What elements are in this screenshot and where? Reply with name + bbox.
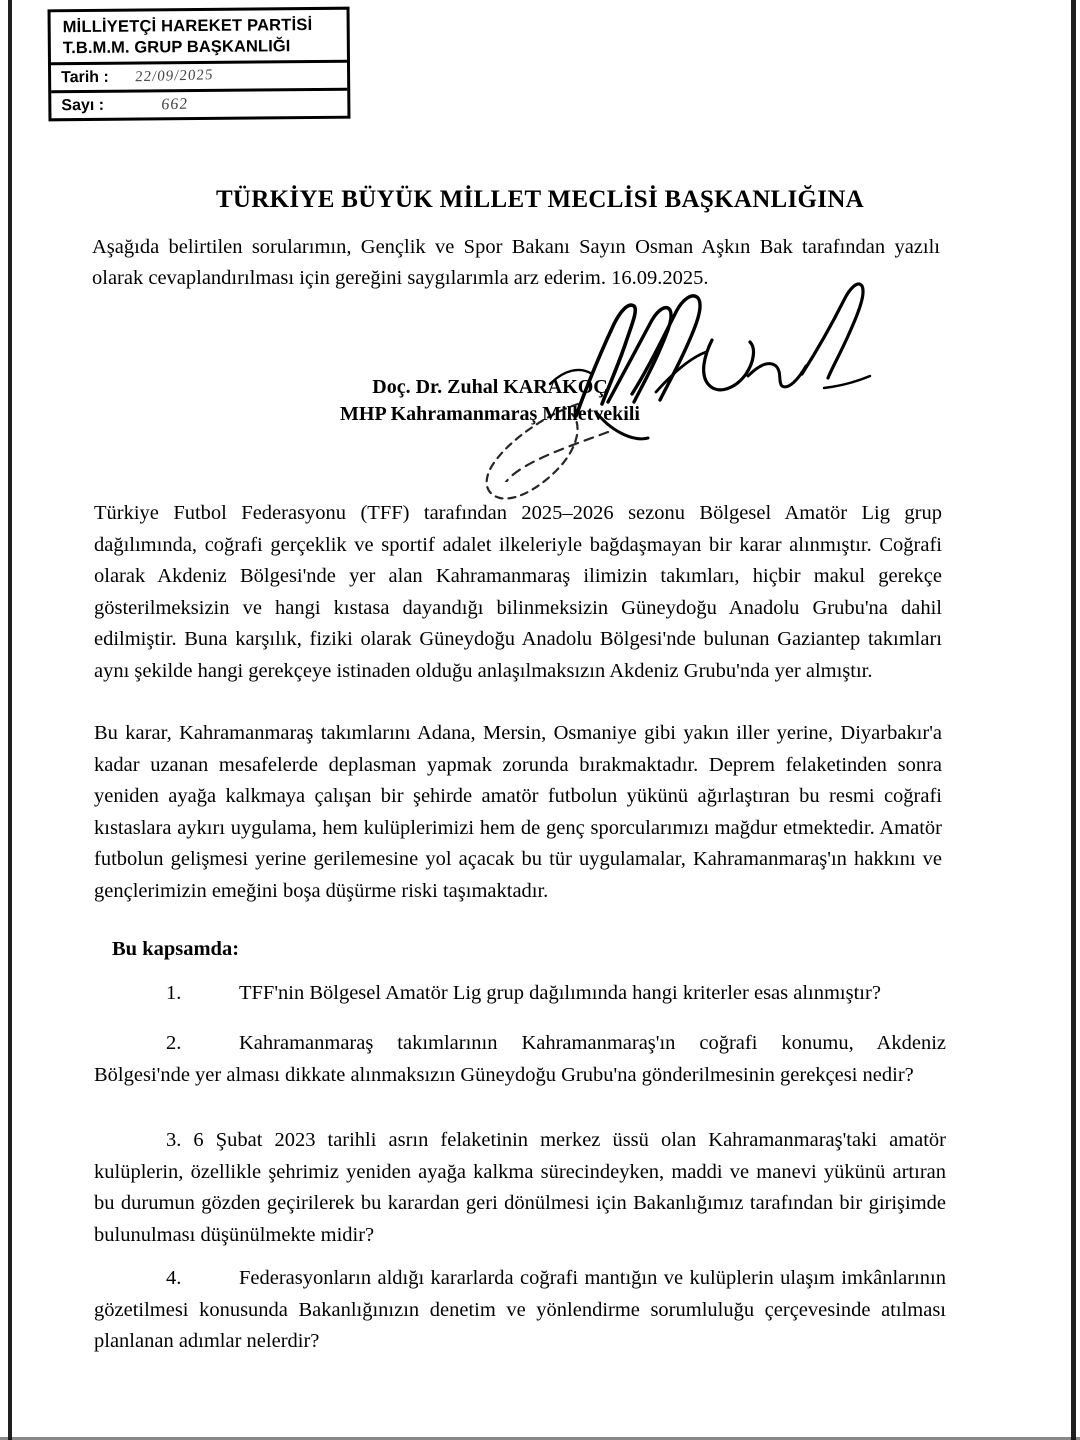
signature-block xyxy=(0,374,1080,428)
party-reception-stamp xyxy=(48,7,351,122)
question-text-4: Federasyonların aldığı kararlarda coğrafi mantığın ve kulüplerin ulaşım imkânlarının gözetilmesi konusunda Bakanlığınızın denetim ve yönlendirme sorumluluğu çerçevesinde atılması planlanan adımlar nelerdir? xyxy=(94,1267,946,1352)
question-item-2 xyxy=(94,1028,946,1091)
question-number-3: 3. xyxy=(166,1129,182,1151)
question-number-1: 1. xyxy=(166,982,182,1004)
scan-edge-artifact-left xyxy=(8,0,12,1440)
question-text-2: Kahramanmaraş takımlarının Kahramanmaraş'ın coğrafi konumu, Akdeniz Bölgesi'nde yer alması dikkate alınmaksızın Güneydoğu Grubu'na gönderilmesinin gerekçesi nedir? xyxy=(94,1032,946,1086)
page-title: TÜRKİYE BÜYÜK MİLLET MECLİSİ BAŞKANLIĞINA xyxy=(215,186,865,213)
stamp-number-value: 662 xyxy=(160,95,190,114)
question-item-4 xyxy=(94,1263,946,1358)
questions-lead-in: Bu kapsamda: xyxy=(112,938,240,960)
stamp-party-name: MİLLİYETÇİ HAREKET PARTİSİ xyxy=(62,16,313,37)
body-paragraph-2: Bu karar, Kahramanmaraş takımlarını Adana, Mersin, Osmaniye gibi yakın iller yerine, Diyarbakır'a kadar uzanan mesafelerde deplasman yapmak zorunda bırakmaktadır. Deprem felaketinden sonra yeniden ayağa kalkmaya çalışan bir şehirde amatör futbolun yükünü ağırlaştıran bu resmi coğrafi kıstaslara aykırı uygulama, hem kulüplerimizi hem de genç sporcularımızı mağdur etmektedir. Amatör futbolun gelişmesi yerine gerilemesine yol açacak bu tür uygulamalar, Kahramanmaraş'ın hakkını ve gençlerimizin emeğini boşa düşürme riski taşımaktadır. xyxy=(94,722,942,902)
question-item-1 xyxy=(94,978,946,1010)
stamp-title-block xyxy=(51,10,347,66)
question-text-3: 6 Şubat 2023 tarihli asrın felaketinin merkez üssü olan Kahramanmaraş'taki amatör kulüplerin, özellikle şehrimiz yeniden ayağa kalkma sürecindeyken, maddi ve manevi yükünü artıran bu durumun gözden geçirilerek bu karardan geri dönülmesi için Bakanlığımız tarafından bir girişimde bulunulması düşünülmekte midir? xyxy=(94,1129,946,1246)
signer-title: MHP Kahramanmaraş Milletvekili xyxy=(340,403,640,425)
intro-paragraph: Aşağıda belirtilen sorularımın, Gençlik ve Spor Bakanı Sayın Osman Aşkın Bak tarafından yazılı olarak cevaplandırılması için gereğini saygılarımla arz ederim. 16.09.2025. xyxy=(92,236,940,289)
stamp-group-chairmanship: T.B.M.M. GRUP BAŞKANLIĞI xyxy=(62,36,291,57)
question-number-2: 2. xyxy=(166,1032,182,1054)
scan-edge-artifact-right xyxy=(1071,0,1076,1440)
body-paragraph-1: Türkiye Futbol Federasyonu (TFF) tarafından 2025–2026 sezonu Bölgesel Amatör Lig grup dağılımında, coğrafi gerçeklik ve sportif adalet ilkeleriyle bağdaşmayan bir karar alınmıştır. Coğrafi olarak Akdeniz Bölgesi'nde yer alan Kahramanmaraş ilimizin takımları, hiçbir makul gerekçe gösterilmeksizin ve hangi kıstasa dayandığı bilinmeksizin Güneydoğu Anadolu Grubu'na dahil edilmiştir. Buna karşılık, fiziki olarak Güneydoğu Anadolu Bölgesi'nde bulunan Gaziantep takımları aynı şekilde hangi gerekçeye istinaden olduğu anlaşılmaksızın Akdeniz Grubu'nda yer almıştır. xyxy=(94,502,942,682)
stamp-date-row xyxy=(51,63,347,94)
stamp-date-value: 22/09/2025 xyxy=(134,67,215,86)
stamp-date-label: Tarih : xyxy=(61,68,109,86)
stamp-number-label: Sayı : xyxy=(61,96,105,114)
handwritten-signature xyxy=(480,262,900,482)
question-item-3 xyxy=(94,1125,946,1251)
signer-name: Doç. Dr. Zuhal KARAKOÇ xyxy=(372,376,608,398)
stamp-number-row xyxy=(51,91,347,119)
question-text-1: TFF'nin Bölgesel Amatör Lig grup dağılımında hangi kriterler esas alınmıştır? xyxy=(239,982,881,1004)
question-number-4: 4. xyxy=(166,1267,182,1289)
